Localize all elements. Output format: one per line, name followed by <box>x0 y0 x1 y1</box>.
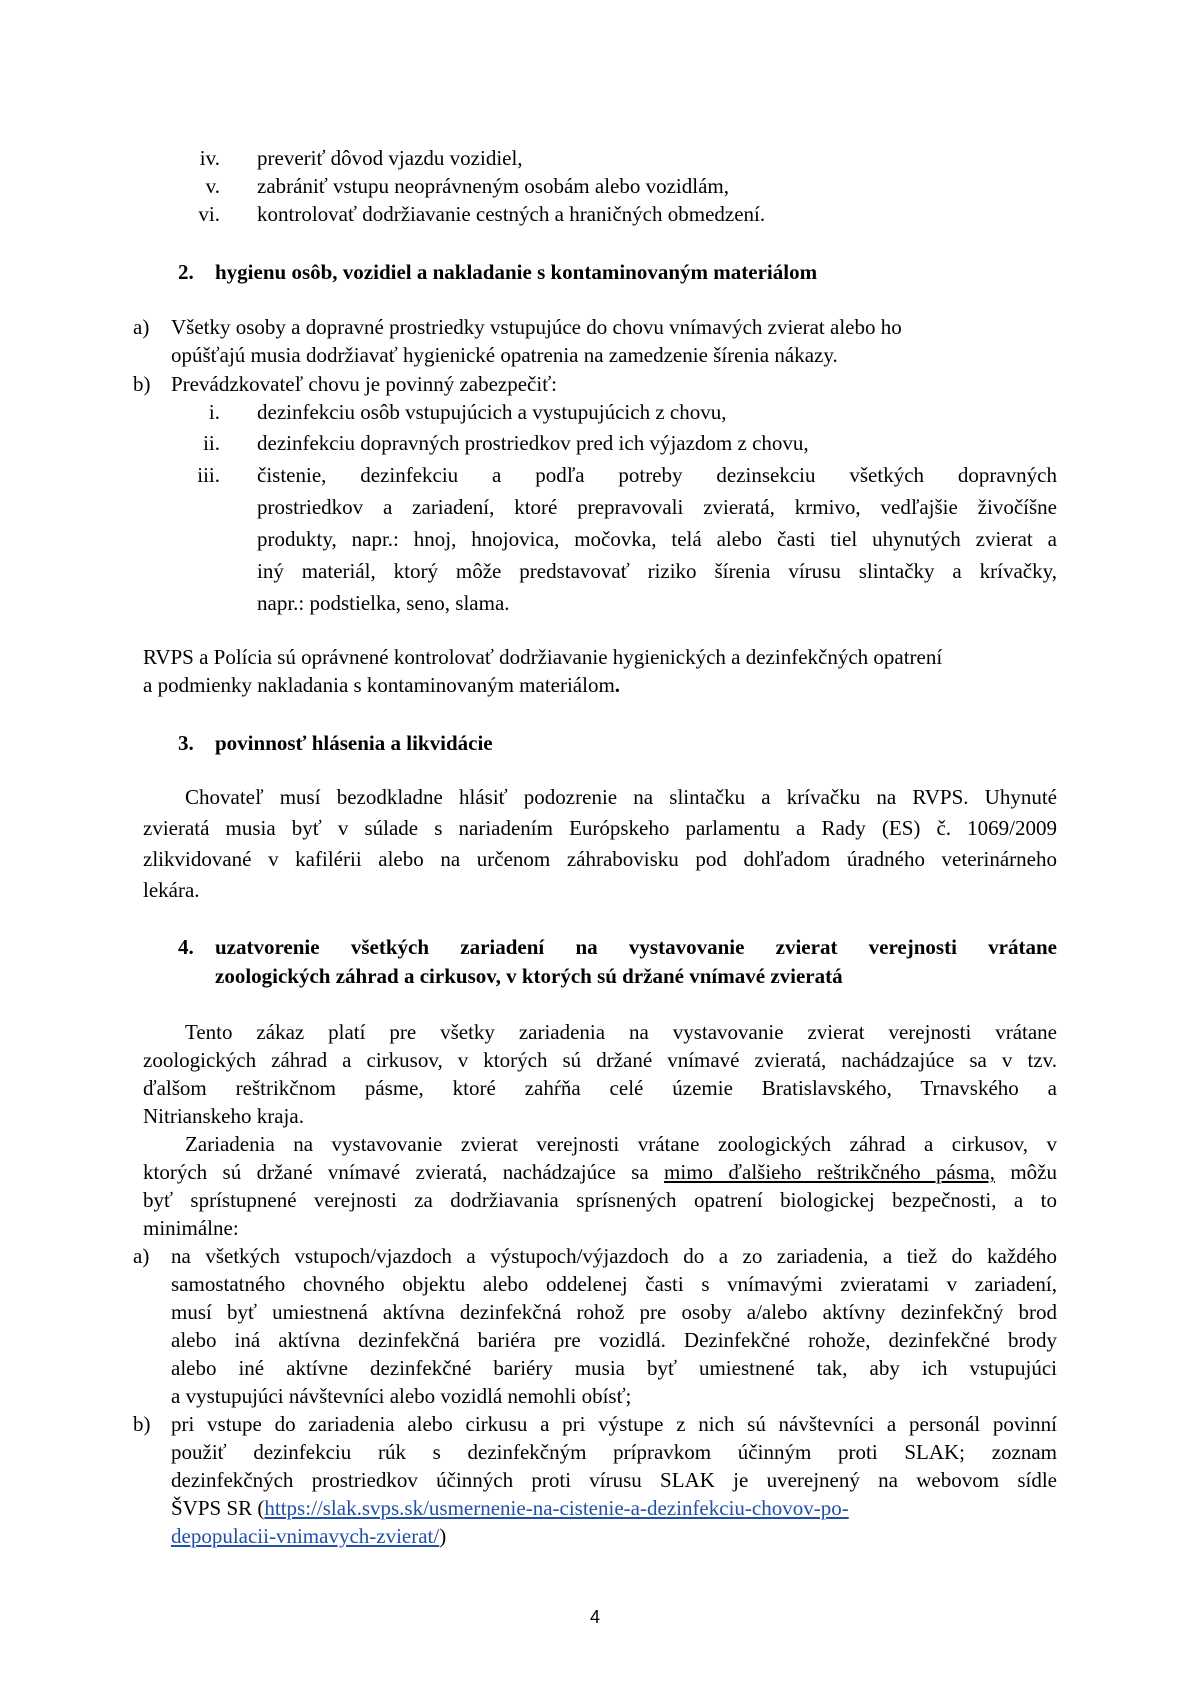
list-item: zabrániť vstupu neoprávneným osobám alebo vozidlám, <box>257 174 730 198</box>
list-item: kontrolovať dodržiavanie cestných a hraničných obmedzení. <box>257 202 766 226</box>
list-item: prostriedkov a zariadení, ktoré prepravovali zvieratá, krmivo, vedľajšie živočíšne <box>257 495 1057 519</box>
paragraph-line: lekára. <box>143 878 200 902</box>
list-number: v. <box>205 174 220 198</box>
paragraph-line: alebo iná aktívna dezinfekčná bariéra pre vozidlá. Dezinfekčné rohože, dezinfekčné brody <box>171 1328 1057 1352</box>
paragraph-line: ďalšom reštrikčnom pásme, ktoré zahŕňa celé územie Bratislavského, Trnavského a <box>143 1076 1057 1100</box>
paragraph-line: pri vstupe do zariadenia alebo cirkusu a pri výstupe z nich sú návštevníci a personál povinní <box>171 1412 1057 1436</box>
paragraph-line: ŠVPS SR (https://slak.svps.sk/usmernenie-na-cistenie-a-dezinfekciu-chovov-po- <box>171 1496 849 1520</box>
list-item: dezinfekciu dopravných prostriedkov pred ich výjazdom z chovu, <box>257 431 809 455</box>
paragraph-line: a vystupujúci návštevníci alebo vozidlá nemohli obísť; <box>171 1384 632 1408</box>
section-heading: povinnosť hlásenia a likvidácie <box>215 731 493 755</box>
svps-link-continued[interactable]: depopulacii-vnimavych-zvierat/ <box>171 1524 440 1548</box>
paragraph-line: musí byť umiestnená aktívna dezinfekčná rohož pre osoby a/alebo aktívny dezinfekčný brod <box>171 1300 1057 1324</box>
item-label: a) <box>133 1244 150 1268</box>
list-number: vi. <box>198 202 220 226</box>
paragraph-line: byť sprístupnené verejnosti za dodržiavania sprísnených opatrení biologickej bezpečnosti, a to <box>143 1188 1057 1212</box>
section-heading: zoologických záhrad a cirkusov, v ktorých sú držané vnímavé zvieratá <box>215 964 843 988</box>
svps-link[interactable]: https://slak.svps.sk/usmernenie-na-cistenie-a-dezinfekciu-chovov-po- <box>264 1496 849 1520</box>
paragraph-line: samostatného chovného objektu alebo oddelenej časti s vnímavými zvieratami v zariadení, <box>171 1272 1057 1296</box>
list-item: produkty, napr.: hnoj, hnojovica, močovka, telá alebo časti tiel uhynutých zvierat a <box>257 527 1057 551</box>
paragraph-line: použiť dezinfekciu rúk s dezinfekčným prípravkom účinným proti SLAK; zoznam <box>171 1440 1057 1464</box>
section-heading: hygienu osôb, vozidiel a nakladanie s kontaminovaným materiálom <box>215 260 818 284</box>
paragraph-line: Všetky osoby a dopravné prostriedky vstupujúce do chovu vnímavých zvierat alebo ho <box>171 315 902 339</box>
underlined-text: mimo ďalšieho reštrikčného pásma, <box>664 1160 995 1184</box>
list-item: iný materiál, ktorý môže predstavovať riziko šírenia vírusu slintačky a krívačky, <box>257 559 1057 583</box>
paragraph-line: dezinfekčných prostriedkov účinných proti vírusu SLAK je uverejnený na webovom sídle <box>171 1468 1057 1492</box>
list-number: iv. <box>199 146 220 170</box>
paragraph-line: na všetkých vstupoch/vjazdoch a výstupoch/výjazdoch do a zo zariadenia, a tiež do každého <box>171 1244 1057 1268</box>
list-item: preveriť dôvod vjazdu vozidiel, <box>257 146 523 170</box>
paragraph-line: depopulacii-vnimavych-zvierat/) <box>171 1524 447 1548</box>
paragraph-line: Tento zákaz platí pre všetky zariadenia na vystavovanie zvierat verejnosti vrátane <box>185 1020 1057 1044</box>
paragraph-line: Prevádzkovateľ chovu je povinný zabezpečiť: <box>171 372 558 396</box>
section-number: 4. <box>178 935 194 959</box>
paragraph-line: Chovateľ musí bezodkladne hlásiť podozrenie na slintačku a krívačku na RVPS. Uhynuté <box>185 785 1057 809</box>
section-number: 2. <box>178 260 194 284</box>
paragraph-line: ktorých sú držané vnímavé zvieratá, nachádzajúce sa mimo ďalšieho reštrikčného pásma, môžu <box>143 1160 1057 1184</box>
list-number: iii. <box>197 463 220 487</box>
item-label: b) <box>133 1412 151 1436</box>
paragraph-line: zoologických záhrad a cirkusov, v ktorých sú držané vnímavé zvieratá, nachádzajúce sa v tzv. <box>143 1048 1057 1072</box>
list-number: i. <box>208 400 220 424</box>
paragraph-line: minimálne: <box>143 1216 239 1240</box>
item-label: a) <box>133 315 150 339</box>
paragraph-line: a podmienky nakladania s kontaminovaným materiálom. <box>143 673 621 697</box>
paragraph-line: opúšťajú musia dodržiavať hygienické opatrenia na zamedzenie šírenia nákazy. <box>171 343 838 367</box>
section-heading: uzatvorenie všetkých zariadení na vystavovanie zvierat verejnosti vrátane <box>215 935 1057 959</box>
paragraph-line: alebo iné aktívne dezinfekčné bariéry musia byť umiestnené tak, aby ich vstupujúci <box>171 1356 1057 1380</box>
list-item: napr.: podstielka, seno, slama. <box>257 591 510 615</box>
section-number: 3. <box>178 731 194 755</box>
page-number: 4 <box>589 1607 600 1627</box>
item-label: b) <box>133 372 151 396</box>
list-item: dezinfekciu osôb vstupujúcich a vystupujúcich z chovu, <box>257 400 727 424</box>
paragraph-line: zvieratá musia byť v súlade s nariadením Európskeho parlamentu a Rady (ES) č. 1069/2009 <box>143 816 1057 840</box>
paragraph-line: Zariadenia na vystavovanie zvierat verejnosti vrátane zoologických záhrad a cirkusov, v <box>185 1132 1057 1156</box>
list-number: ii. <box>203 431 220 455</box>
paragraph-line: Nitrianskeho kraja. <box>143 1104 304 1128</box>
list-item: čistenie, dezinfekciu a podľa potreby dezinsekciu všetkých dopravných <box>257 463 1057 487</box>
paragraph-line: RVPS a Polícia sú oprávnené kontrolovať dodržiavanie hygienických a dezinfekčných opatrení <box>143 645 943 669</box>
paragraph-line: zlikvidované v kafilérii alebo na určenom záhrabovisku pod dohľadom úradného veterinárneho <box>143 847 1057 871</box>
